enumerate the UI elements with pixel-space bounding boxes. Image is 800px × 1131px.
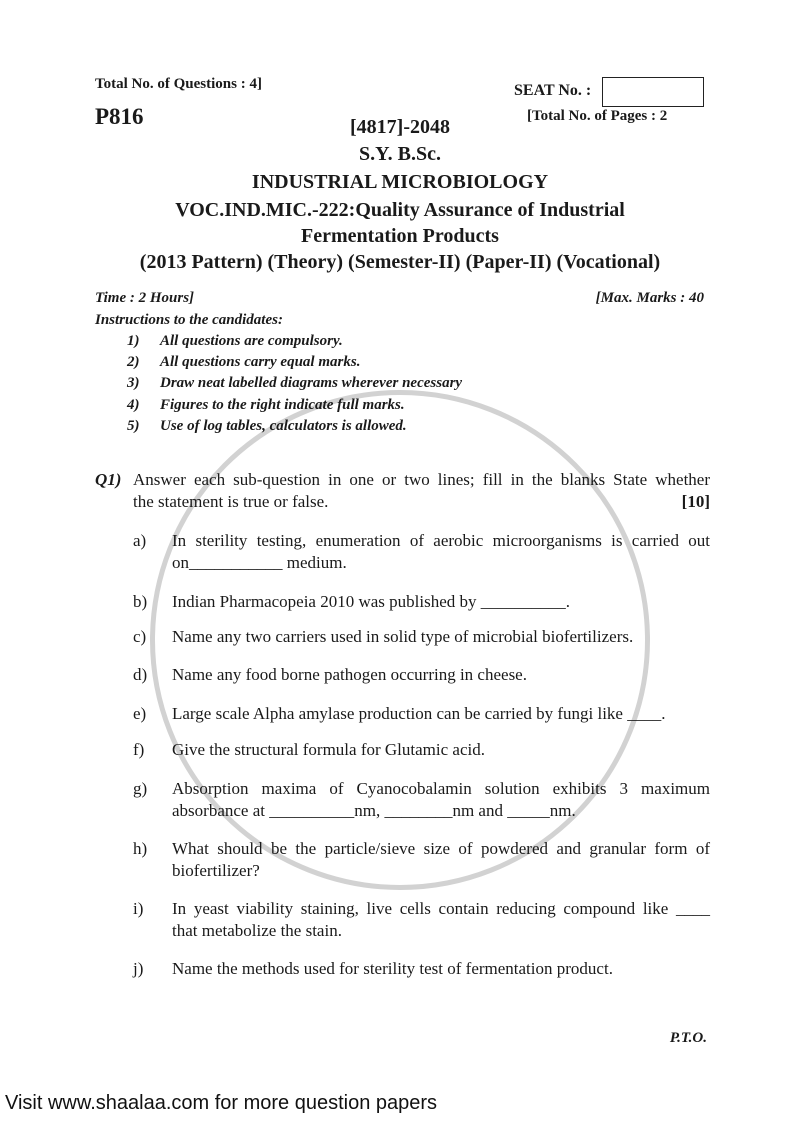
question-1 [95,469,710,980]
sub-question-text: Name the methods used for sterility test of fermentation product. [172,959,613,978]
sub-question-text: Indian Pharmacopeia 2010 was published by __________. [172,592,571,611]
sub-question-a [95,530,710,574]
instruction-num: 2) [127,354,140,370]
sub-question-label: h) [133,839,148,858]
sub-question-label: a) [133,531,147,550]
question-marks: [10] [681,492,710,511]
sub-question-b [95,591,710,613]
sub-question-text: Large scale Alpha amylase production can be carried by fungi like ____. [172,704,666,723]
instruction-num: 3) [127,375,140,391]
instructions-heading: Instructions to the candidates: [95,312,283,328]
question-label: Q1) [95,470,122,489]
sub-question-h [95,838,710,882]
sub-question-text: biofertilizer? [172,861,260,880]
sub-question-i [95,898,710,942]
sub-question-label: j) [133,959,144,978]
sub-question-text: Name any two carriers used in solid type of microbial biofertilizers. [172,627,634,646]
sub-question-label: c) [133,627,147,646]
instruction-text: Figures to the right indicate full marks. [160,397,405,413]
instruction-num: 1) [127,333,140,349]
pto-label: P.T.O. [669,1030,707,1046]
total-pages: [Total No. of Pages : 2 [527,108,668,124]
instruction-text: All questions carry equal marks. [160,354,361,370]
total-questions: Total No. of Questions : 4] [95,76,262,92]
paper-title-1: VOC.IND.MIC.-222:Quality Assurance of Industrial [175,199,625,221]
footer-link[interactable]: Visit www.shaalaa.com for more question papers [5,1092,438,1114]
question-text-line2: the statement is true or false. [133,492,329,511]
sub-question-text: In sterility testing, enumeration of aerobic microorganisms is carried out [172,531,710,550]
sub-question-text: Absorption maxima of Cyanocobalamin solution exhibits 3 maximum [172,779,710,798]
paper-code: P816 [95,104,144,129]
sub-question-label: i) [133,899,144,918]
sub-question-text: What should be the particle/sieve size of powdered and granular form of [172,839,710,858]
pattern: (2013 Pattern) (Theory) (Semester-II) (Paper-II) (Vocational) [139,251,661,273]
sub-question-text: In yeast viability staining, live cells contain reducing compound like ____ [172,899,710,918]
sub-question-label: f) [133,740,145,759]
sub-question-g [95,778,710,822]
subject: INDUSTRIAL MICROBIOLOGY [251,171,549,193]
sub-question-text: that metabolize the stain. [172,921,342,940]
sub-question-e [95,703,710,725]
instruction-num: 4) [127,397,140,413]
sub-question-text: on___________ medium. [172,553,347,572]
paper-title-2: Fermentation Products [301,225,499,247]
sub-question-j [95,958,710,980]
seat-number-box [602,77,704,107]
sub-question-f [95,739,710,761]
instruction-text: Use of log tables, calculators is allowed. [160,418,407,434]
exam-code: [4817]-2048 [350,116,450,138]
course: S.Y. B.Sc. [358,143,442,165]
instruction-num: 5) [127,418,140,434]
sub-question-label: d) [133,665,148,684]
question-text-line1: Answer each sub-question in one or two lines; fill in the blanks State whether [133,470,710,489]
sub-question-text: Give the structural formula for Glutamic acid. [172,740,485,759]
sub-question-label: b) [133,592,148,611]
sub-question-text: Name any food borne pathogen occurring in cheese. [172,665,527,684]
max-marks: [Max. Marks : 40 [595,290,704,306]
sub-question-c [95,626,710,648]
seat-label: SEAT No. : [514,82,592,99]
sub-question-d [95,664,710,686]
sub-question-label: e) [133,704,147,723]
sub-question-label: g) [133,779,148,798]
instruction-text: All questions are compulsory. [160,333,343,349]
instruction-text: Draw neat labelled diagrams wherever necessary [160,375,463,391]
sub-question-text: absorbance at __________nm, ________nm and _____nm. [172,801,576,820]
time: Time : 2 Hours] [95,290,195,306]
